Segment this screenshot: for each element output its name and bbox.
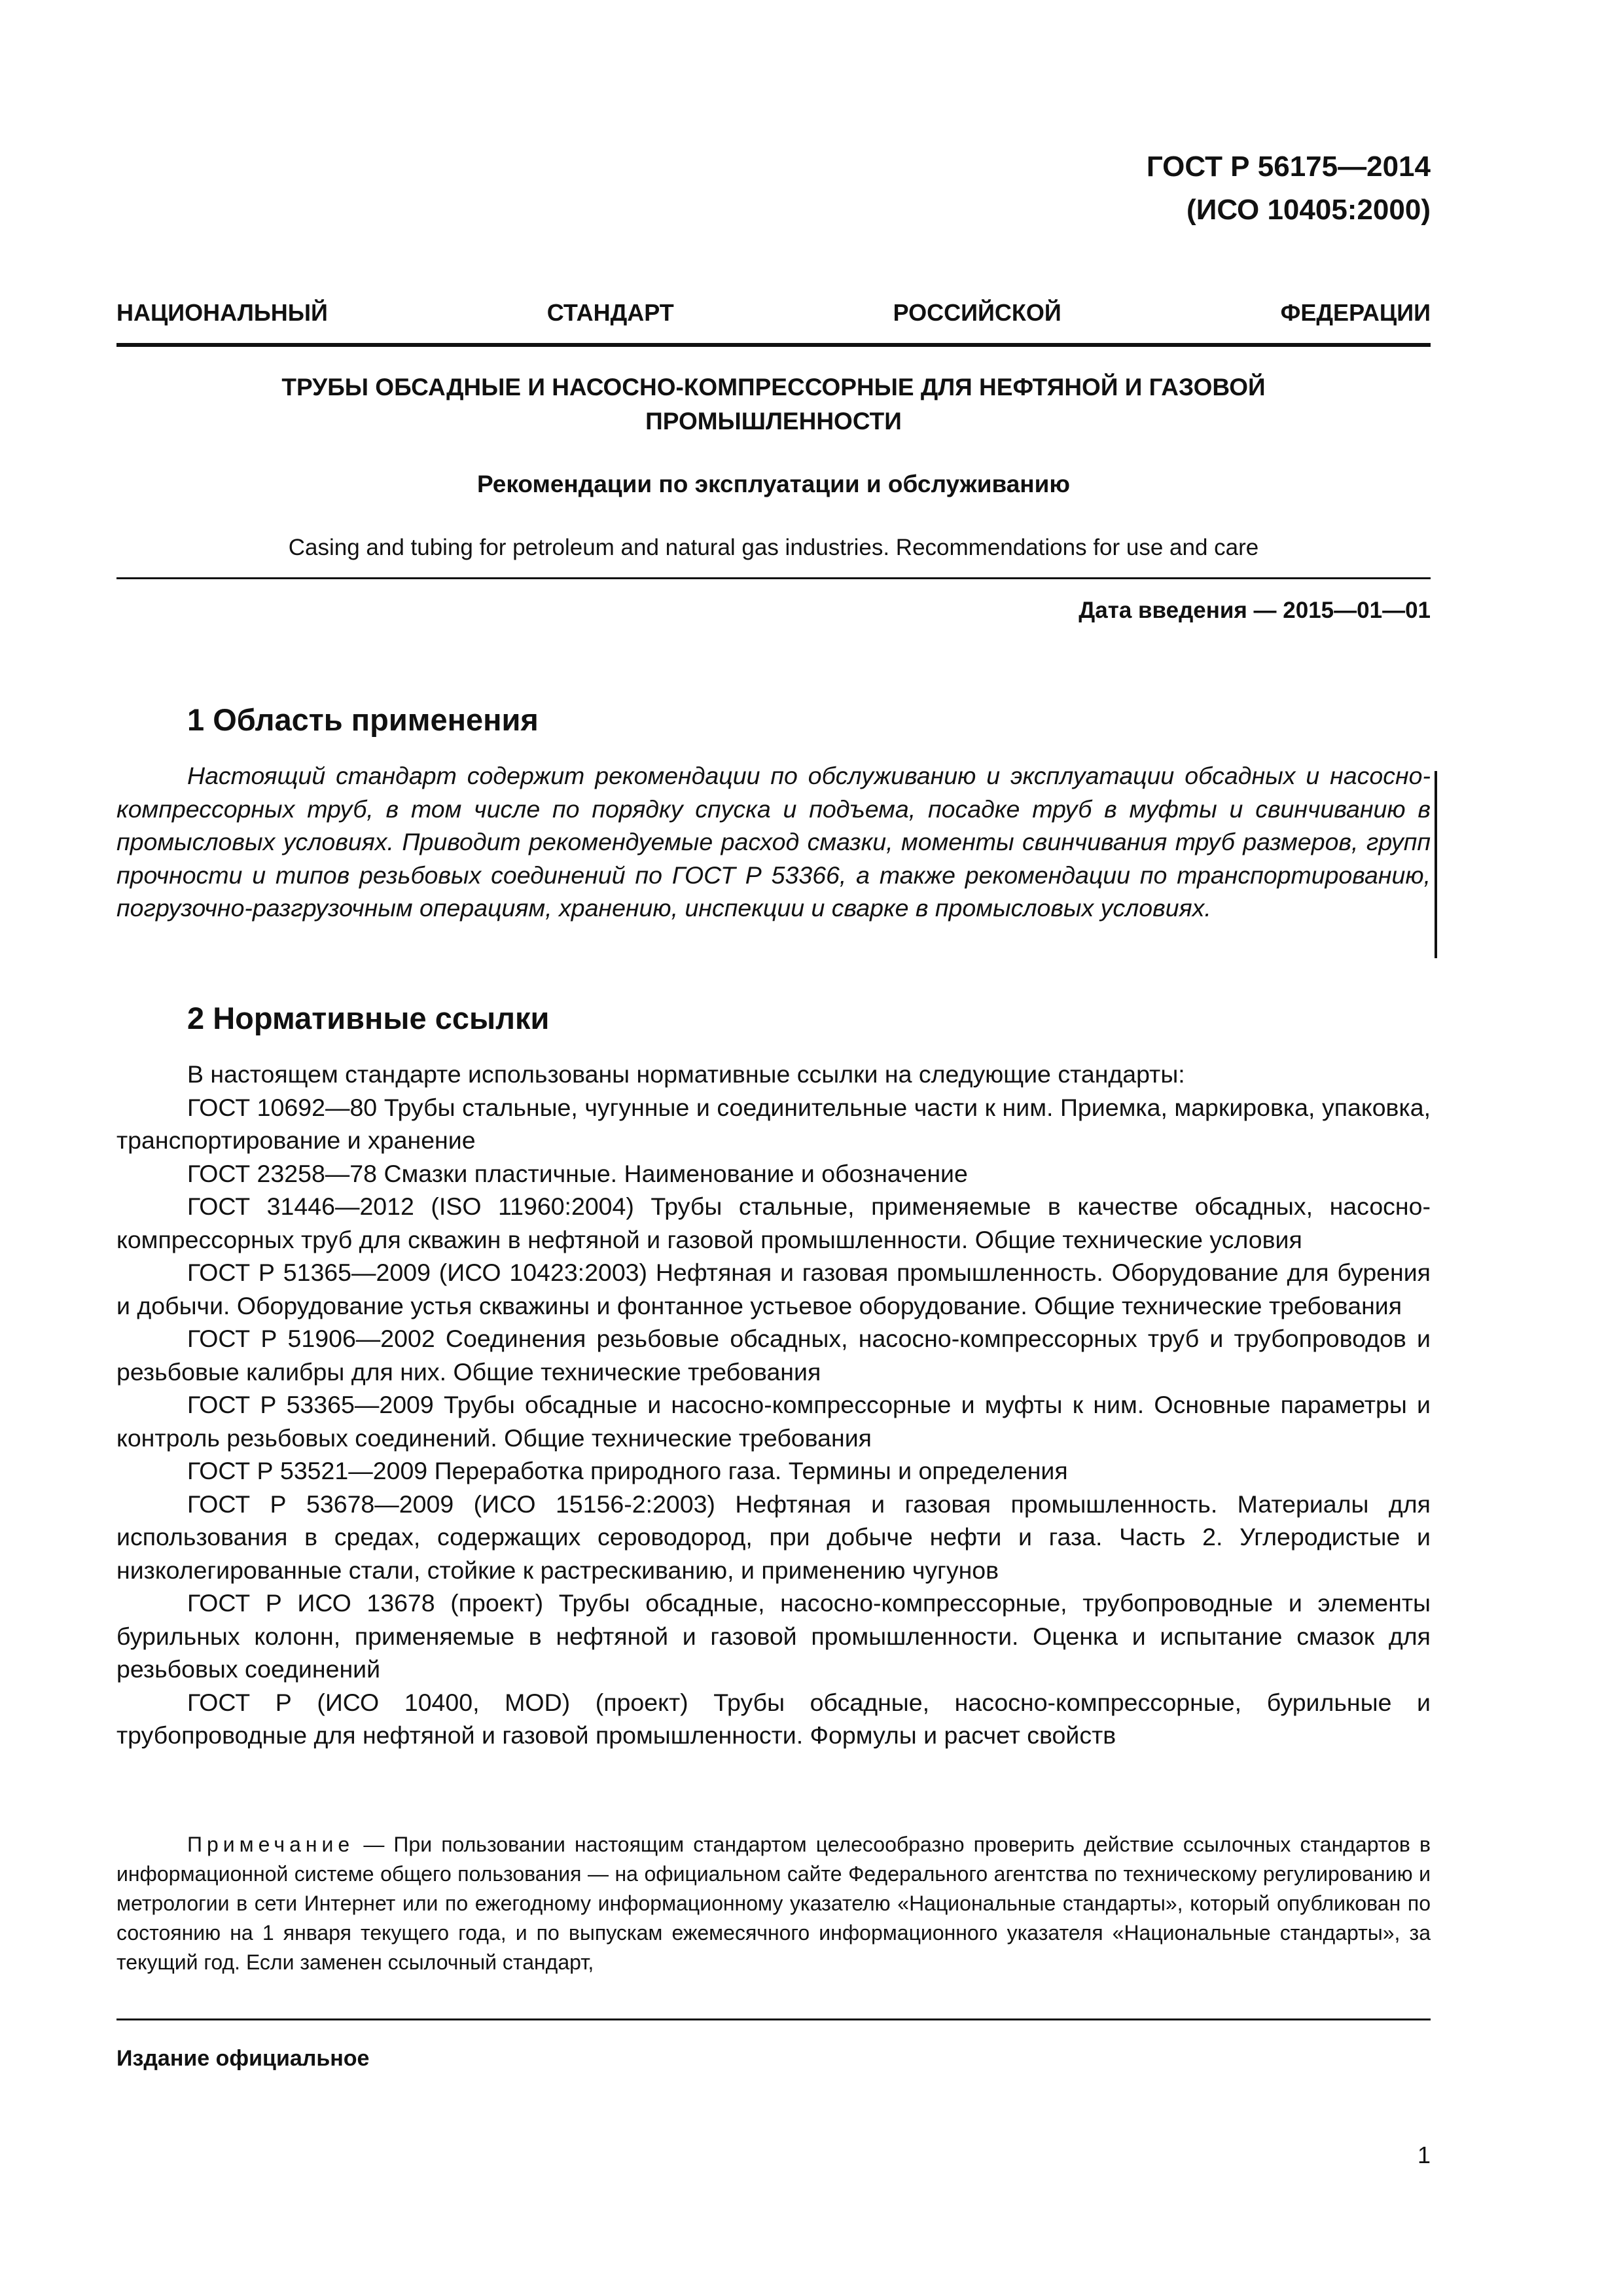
national-standard-banner (116, 293, 1431, 332)
page-number: 1 (1417, 2142, 1431, 2168)
section-1-heading: 1 Область применения (187, 702, 539, 737)
reference-item: ГОСТ Р 53678—2009 (ИСО 15156-2:2003) Нефтяная и газовая промышленность. Материалы для использования в средах, содержащих сероводород, при добыче нефти и газа. Часть 2. Углеродистые и низколегированные стали, стойкие к растрескиванию, и применению чугунов (116, 1490, 1431, 1584)
footer-divider (116, 2018, 1431, 2020)
document-title (116, 370, 1431, 439)
section-2-intro: В настоящем стандарте использованы нормативные ссылки на следующие стандарты: (187, 1060, 1185, 1088)
reference-item: ГОСТ Р (ИСО 10400, MOD) (проект) Трубы обсадные, насосно-компрессорные, бурильные и трубопроводные для нефтяной и газовой промышленности. Формулы и расчет свойств (116, 1688, 1431, 1749)
header-divider-thick (116, 343, 1431, 347)
banner-word-2: СТАНДАРТ (546, 299, 674, 326)
title-line-1: ТРУБЫ ОБСАДНЫЕ И НАСОСНО-КОМПРЕССОРНЫЕ ДЛЯ НЕФТЯНОЙ И ГАЗОВОЙ (281, 374, 1266, 401)
gost-number: ГОСТ Р 56175—2014 (1146, 151, 1431, 183)
reference-item: ГОСТ 23258—78 Смазки пластичные. Наименование и обозначение (187, 1159, 968, 1187)
note-text: — При пользовании настоящим стандартом целесообразно проверить действие ссылочных стандартов в информационной системе общего пользования — на официальном сайте Федерального агентства по техническому регулированию и метрологии в сети Интернет или по ежегодному информационному указателю «Национальные стандарты», который опубликован по состоянию на 1 января текущего года, и по выпускам ежемесячного информационного указателя «Национальные стандарты», за текущий год. Если заменен ссылочный стандарт, (116, 1833, 1431, 1974)
reference-item: ГОСТ 31446—2012 (ISO 11960:2004) Трубы стальные, применяемые в качестве обсадных, насосно-компрессорных труб для скважин в нефтяной и газовой промышленности. Общие технические условия (116, 1193, 1431, 1253)
reference-item: ГОСТ 10692—80 Трубы стальные, чугунные и соединительные части к ним. Приемка, маркировка, упаковка, транспортирование и хранение (116, 1093, 1431, 1154)
change-bar (1435, 771, 1437, 958)
document-subtitle: Рекомендации по эксплуатации и обслуживанию (477, 471, 1070, 497)
note-label: Примечание (187, 1833, 355, 1856)
date-of-introduction: Дата введения — 2015—01—01 (1079, 598, 1431, 623)
standard-designation (842, 145, 1431, 232)
reference-item: ГОСТ Р 53365—2009 Трубы обсадные и насосно-компрессорные и муфты к ним. Основные параметры и контроль резьбовых соединений. Общие технические требования (116, 1391, 1431, 1452)
english-title: Casing and tubing for petroleum and natural gas industries. Recommendations for use and care (288, 535, 1259, 560)
official-edition-label: Издание официальное (116, 2046, 370, 2071)
title-divider (116, 577, 1431, 579)
banner-word-3: РОССИЙСКОЙ (893, 299, 1061, 326)
banner-word-4: ФЕДЕРАЦИИ (1280, 299, 1431, 326)
note-paragraph (116, 1830, 1431, 1977)
section-1-paragraph: Настоящий стандарт содержит рекомендации по обслуживанию и эксплуатации обсадных и насосно-компрессорных труб, в том числе по порядку спуска и подъема, посадке труб в муфты и свинчиванию в промысловых условиях. Приводит рекомендуемые расход смазки, моменты свинчивания труб размеров, групп прочности и типов резьбовых соединений по ГОСТ Р 53366, а также рекомендации по транспортированию, погрузочно-разгрузочным операциям, хранению, инспекции и сварке в промысловых условиях. (116, 762, 1431, 922)
reference-item: ГОСТ Р 51365—2009 (ИСО 10423:2003) Нефтяная и газовая промышленность. Оборудование для бурения и добычи. Оборудование устья скважины и фонтанное устьевое оборудование. Общие технические требования (116, 1259, 1431, 1319)
section-2-heading: 2 Нормативные ссылки (187, 1001, 550, 1035)
section-2-body (116, 1058, 1431, 1752)
section-1-body (116, 759, 1431, 925)
reference-item: ГОСТ Р 53521—2009 Переработка природного газа. Термины и определения (187, 1457, 1068, 1484)
banner-word-1: НАЦИОНАЛЬНЫЙ (116, 299, 328, 326)
title-line-2: ПРОМЫШЛЕННОСТИ (645, 408, 902, 435)
reference-item: ГОСТ Р 51906—2002 Соединения резьбовые обсадных, насосно-компрессорных труб и трубопроводов и резьбовые калибры для них. Общие технические требования (116, 1325, 1431, 1386)
note-block (116, 1830, 1431, 1977)
reference-item: ГОСТ Р ИСО 13678 (проект) Трубы обсадные, насосно-компрессорные, трубопроводные и элементы бурильных колонн, применяемые в нефтяной и газовой промышленности. Оценка и испытание смазок для резьбовых соединений (116, 1589, 1431, 1683)
iso-number: (ИСО 10405:2000) (1186, 194, 1431, 226)
